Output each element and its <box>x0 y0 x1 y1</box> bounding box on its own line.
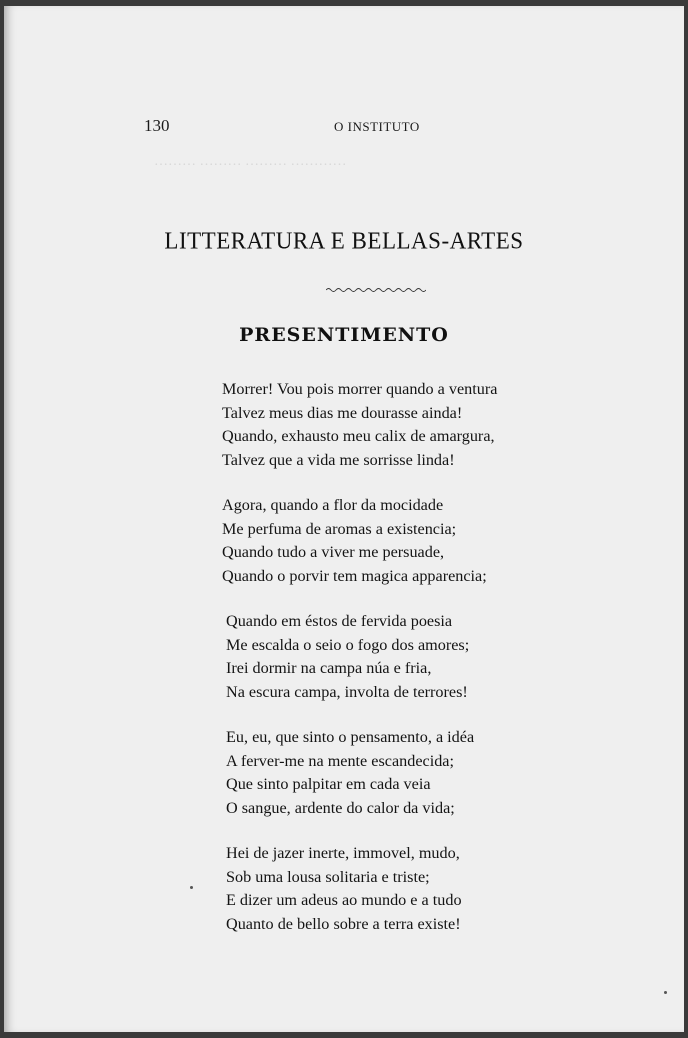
stanza <box>222 610 622 704</box>
page-header <box>144 116 544 140</box>
ink-speck <box>190 886 193 889</box>
stanza <box>222 494 622 588</box>
verse-line: Hei de jazer inerte, immovel, mudo, <box>226 844 460 862</box>
verse-line: Me perfuma de aromas a existencia; <box>222 519 457 538</box>
verse-line: Sob uma lousa solitaria e triste; <box>226 867 430 886</box>
stanza <box>222 842 622 936</box>
verse-line: Talvez meus dias me dourasse ainda! <box>222 403 463 422</box>
verse-line: Eu, eu, que sinto o pensamento, a idéa <box>226 728 475 746</box>
verse-line: Talvez que a vida me sorrisse linda! <box>222 450 455 469</box>
section-title: LITTERATURA E BELLAS-ARTES <box>164 227 524 254</box>
verse-line: Que sinto palpitar em cada veia <box>226 775 431 793</box>
verse-line: Me escalda o seio o fogo dos amores; <box>226 635 470 654</box>
verse-line: Quando, exhausto meu calix de amargura, <box>222 427 495 445</box>
book-page <box>4 6 684 1032</box>
verse-line: Morrer! Vou pois morrer quando a ventura <box>222 380 498 398</box>
verse-line: Irei dormir na campa núa e fria, <box>226 659 432 677</box>
verse-line: E dizer um adeus ao mundo e a tudo <box>226 891 462 909</box>
verse-line: Na escura campa, involta de terrores! <box>226 682 468 701</box>
verse-line: Quanto de bello sobre a terra existe! <box>226 914 461 933</box>
poem-title: PRESENTIMENTO <box>239 324 449 346</box>
verse-line: Quando tudo a viver me persuade, <box>222 543 445 561</box>
page-number: 130 <box>144 116 170 135</box>
verse-line: Agora, quando a flor da mocidade <box>222 496 444 514</box>
running-title: O INSTITUTO <box>334 119 420 134</box>
stanza <box>222 378 622 472</box>
verse-line: O sangue, ardente do calor da vida; <box>226 798 455 817</box>
verse-line: Quando em éstos de fervida poesia <box>226 612 453 630</box>
stanza <box>222 726 622 820</box>
verse-line: A ferver-me na mente escandecida; <box>226 751 454 770</box>
verse-line: Quando o porvir tem magica apparencia; <box>222 566 487 585</box>
ornament-divider <box>326 286 426 294</box>
bleed-through-text: ………… ……… ……… ……… <box>154 154 347 169</box>
poem-body <box>222 378 622 958</box>
ink-speck <box>664 991 667 994</box>
